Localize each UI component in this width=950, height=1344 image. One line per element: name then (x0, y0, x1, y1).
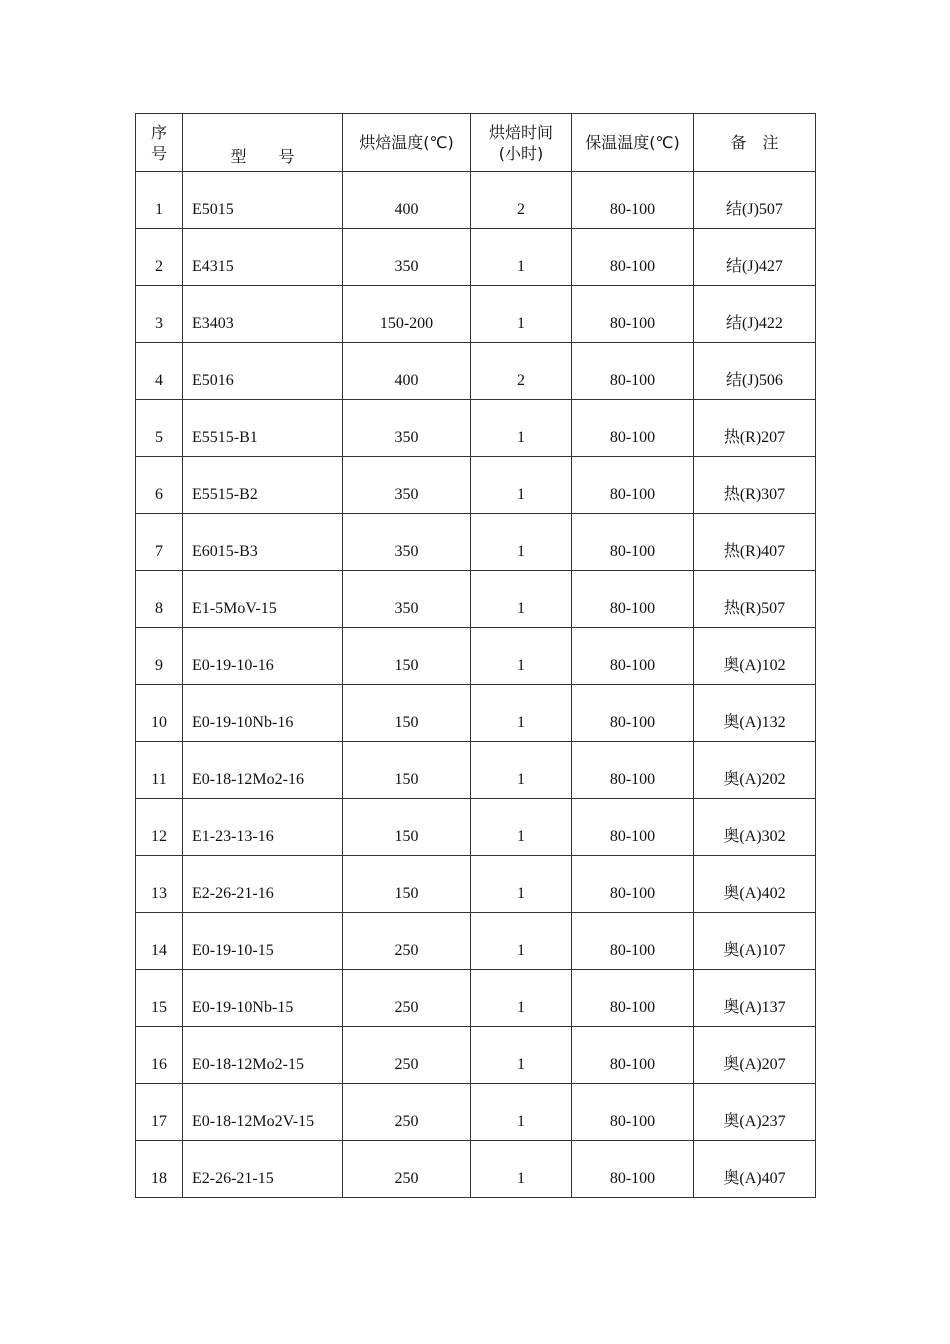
header-no (136, 114, 183, 172)
cell-bake-temp: 250 (343, 970, 471, 1027)
cell-model: E6015-B3 (183, 514, 343, 571)
cell-no: 3 (136, 286, 183, 343)
cell-bake-temp: 350 (343, 571, 471, 628)
cell-bake-temp: 150 (343, 742, 471, 799)
cell-hold-temp: 80-100 (572, 913, 694, 970)
cell-hold-temp: 80-100 (572, 286, 694, 343)
table-row (136, 514, 816, 571)
table-row (136, 742, 816, 799)
cell-model: E0-19-10Nb-15 (183, 970, 343, 1027)
cell-bake-time: 2 (471, 172, 572, 229)
cell-remark: 结(J)422 (694, 286, 816, 343)
table-row (136, 799, 816, 856)
cell-bake-time: 2 (471, 343, 572, 400)
cell-no: 17 (136, 1084, 183, 1141)
cell-remark: 奥(A)207 (694, 1027, 816, 1084)
header-remark (694, 114, 816, 172)
table-row (136, 343, 816, 400)
cell-hold-temp: 80-100 (572, 1027, 694, 1084)
cell-bake-temp: 250 (343, 913, 471, 970)
cell-model: E3403 (183, 286, 343, 343)
cell-bake-time: 1 (471, 571, 572, 628)
cell-bake-time: 1 (471, 856, 572, 913)
cell-hold-temp: 80-100 (572, 799, 694, 856)
cell-no: 2 (136, 229, 183, 286)
cell-remark: 结(J)506 (694, 343, 816, 400)
cell-model: E2-26-21-16 (183, 856, 343, 913)
cell-remark: 奥(A)302 (694, 799, 816, 856)
cell-remark: 奥(A)102 (694, 628, 816, 685)
cell-hold-temp: 80-100 (572, 343, 694, 400)
cell-no: 1 (136, 172, 183, 229)
cell-model: E4315 (183, 229, 343, 286)
cell-model: E5016 (183, 343, 343, 400)
cell-bake-temp: 350 (343, 400, 471, 457)
header-model-label: 型 号 (230, 147, 295, 166)
cell-model: E1-23-13-16 (183, 799, 343, 856)
cell-no: 15 (136, 970, 183, 1027)
cell-hold-temp: 80-100 (572, 1084, 694, 1141)
cell-bake-time: 1 (471, 229, 572, 286)
cell-no: 18 (136, 1141, 183, 1198)
cell-no: 16 (136, 1027, 183, 1084)
cell-hold-temp: 80-100 (572, 1141, 694, 1198)
cell-bake-temp: 400 (343, 343, 471, 400)
table-row (136, 913, 816, 970)
table-row (136, 856, 816, 913)
table-header (136, 114, 816, 172)
cell-remark: 热(R)307 (694, 457, 816, 514)
table-row (136, 970, 816, 1027)
table-row (136, 286, 816, 343)
cell-bake-temp: 400 (343, 172, 471, 229)
cell-remark: 结(J)427 (694, 229, 816, 286)
header-hold-temp (572, 114, 694, 172)
cell-no: 6 (136, 457, 183, 514)
cell-hold-temp: 80-100 (572, 457, 694, 514)
cell-bake-time: 1 (471, 799, 572, 856)
cell-model: E0-19-10-16 (183, 628, 343, 685)
cell-remark: 奥(A)137 (694, 970, 816, 1027)
cell-no: 12 (136, 799, 183, 856)
cell-bake-temp: 350 (343, 229, 471, 286)
cell-hold-temp: 80-100 (572, 628, 694, 685)
cell-bake-time: 1 (471, 970, 572, 1027)
table-row (136, 628, 816, 685)
cell-bake-temp: 150 (343, 628, 471, 685)
cell-remark: 热(R)207 (694, 400, 816, 457)
cell-bake-time: 1 (471, 457, 572, 514)
cell-bake-temp: 250 (343, 1027, 471, 1084)
cell-hold-temp: 80-100 (572, 685, 694, 742)
table-body (136, 172, 816, 1198)
cell-model: E5515-B1 (183, 400, 343, 457)
table-row (136, 1027, 816, 1084)
cell-bake-temp: 150 (343, 685, 471, 742)
table-row (136, 1141, 816, 1198)
cell-no: 9 (136, 628, 183, 685)
cell-model: E0-19-10Nb-16 (183, 685, 343, 742)
header-row (136, 114, 816, 172)
header-bake-temp-label: 烘焙温度(℃) (359, 133, 454, 152)
cell-hold-temp: 80-100 (572, 571, 694, 628)
cell-model: E5015 (183, 172, 343, 229)
cell-model: E2-26-21-15 (183, 1141, 343, 1198)
cell-bake-time: 1 (471, 1084, 572, 1141)
table-row (136, 400, 816, 457)
cell-hold-temp: 80-100 (572, 229, 694, 286)
header-bake-time (471, 114, 572, 172)
cell-bake-time: 1 (471, 742, 572, 799)
cell-remark: 奥(A)107 (694, 913, 816, 970)
cell-remark: 热(R)507 (694, 571, 816, 628)
cell-model: E0-19-10-15 (183, 913, 343, 970)
cell-remark: 热(R)407 (694, 514, 816, 571)
cell-hold-temp: 80-100 (572, 856, 694, 913)
cell-bake-time: 1 (471, 286, 572, 343)
cell-bake-time: 1 (471, 685, 572, 742)
cell-bake-time: 1 (471, 1027, 572, 1084)
table-row (136, 571, 816, 628)
cell-bake-temp: 150 (343, 799, 471, 856)
table-row (136, 1084, 816, 1141)
cell-hold-temp: 80-100 (572, 400, 694, 457)
electrode-baking-table (135, 113, 816, 1198)
cell-bake-time: 1 (471, 1141, 572, 1198)
cell-hold-temp: 80-100 (572, 172, 694, 229)
header-bake-time-line1: 烘焙时间 (488, 122, 553, 142)
electrode-baking-table-container (135, 113, 815, 1198)
cell-no: 13 (136, 856, 183, 913)
cell-model: E0-18-12Mo2-15 (183, 1027, 343, 1084)
header-no-line2: 号 (150, 143, 167, 163)
cell-remark: 结(J)507 (694, 172, 816, 229)
header-remark-label: 备 注 (730, 133, 779, 152)
header-bake-time-line2: (小时) (498, 143, 544, 163)
cell-hold-temp: 80-100 (572, 742, 694, 799)
table-row (136, 457, 816, 514)
cell-bake-temp: 350 (343, 457, 471, 514)
cell-bake-time: 1 (471, 913, 572, 970)
cell-model: E1-5MoV-15 (183, 571, 343, 628)
cell-no: 14 (136, 913, 183, 970)
cell-model: E5515-B2 (183, 457, 343, 514)
cell-bake-time: 1 (471, 514, 572, 571)
cell-bake-temp: 250 (343, 1084, 471, 1141)
table-row (136, 229, 816, 286)
cell-no: 4 (136, 343, 183, 400)
table-row (136, 685, 816, 742)
cell-no: 5 (136, 400, 183, 457)
cell-no: 7 (136, 514, 183, 571)
cell-remark: 奥(A)132 (694, 685, 816, 742)
header-hold-temp-label: 保温温度(℃) (585, 133, 680, 152)
cell-remark: 奥(A)402 (694, 856, 816, 913)
header-model (183, 114, 343, 172)
cell-bake-temp: 150-200 (343, 286, 471, 343)
header-no-line1: 序 (150, 122, 167, 142)
cell-remark: 奥(A)237 (694, 1084, 816, 1141)
cell-remark: 奥(A)202 (694, 742, 816, 799)
cell-bake-temp: 250 (343, 1141, 471, 1198)
cell-no: 11 (136, 742, 183, 799)
cell-bake-temp: 350 (343, 514, 471, 571)
cell-hold-temp: 80-100 (572, 514, 694, 571)
cell-model: E0-18-12Mo2V-15 (183, 1084, 343, 1141)
cell-no: 10 (136, 685, 183, 742)
cell-hold-temp: 80-100 (572, 970, 694, 1027)
header-bake-temp (343, 114, 471, 172)
table-row (136, 172, 816, 229)
cell-no: 8 (136, 571, 183, 628)
cell-bake-temp: 150 (343, 856, 471, 913)
cell-bake-time: 1 (471, 400, 572, 457)
cell-model: E0-18-12Mo2-16 (183, 742, 343, 799)
cell-remark: 奥(A)407 (694, 1141, 816, 1198)
cell-bake-time: 1 (471, 628, 572, 685)
